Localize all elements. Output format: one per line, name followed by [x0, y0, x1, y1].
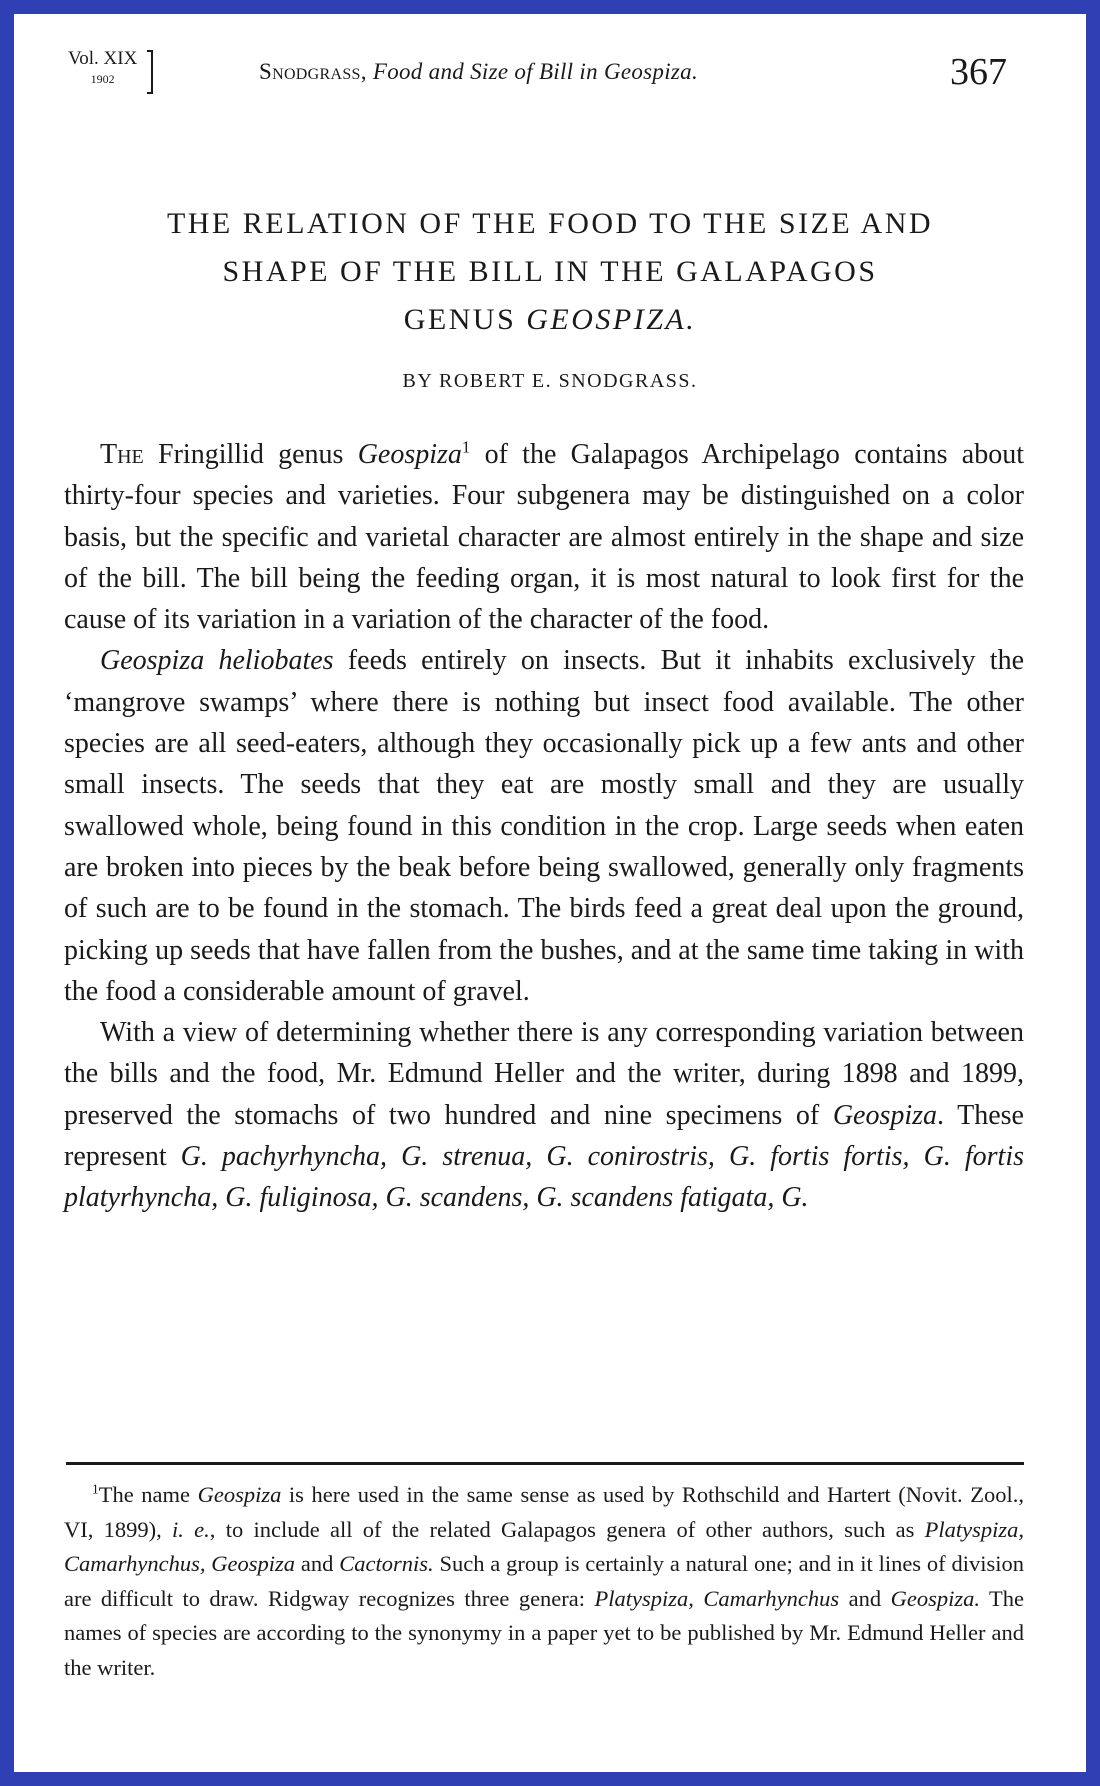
footnote-genera-list-2: Platyspiza, Camarhynchus	[594, 1585, 840, 1611]
title-line-3	[54, 296, 1046, 344]
paragraph-3-text-a: With a view of determining whether there is any corresponding variation between the bills and the food, Mr. Edmund Heller and the writer, during 1898 and 1899, preserved the stomachs of two hundred and nine specimens of	[64, 1017, 1024, 1131]
page-number: 367	[950, 51, 1007, 93]
paragraph-1-text-b: of the Galapagos Archipelago contains about thirty-four species and varieties. Four subgenera may be distinguished on a color basis, but the specific and varietal character are almost entirely in the shape and size of the bill. The bill being the feeding organ, it is most natural to look first for the cause of its variation in a variation of the character of the food.	[64, 439, 1024, 636]
title-line-3-prefix: GENUS	[403, 303, 527, 336]
title-line-1: THE RELATION OF THE FOOD TO THE SIZE AND	[166, 207, 934, 240]
volume-number: Vol. XIX	[68, 48, 138, 69]
paragraph-1-genus: Geospiza	[357, 439, 462, 470]
byline: BY ROBERT E. SNODGRASS.	[402, 370, 698, 392]
volume-year: 1902	[90, 72, 115, 86]
article-body	[64, 434, 1024, 1219]
footnote	[64, 1478, 1024, 1686]
running-author: Snodgrass,	[259, 59, 367, 84]
footnote-text-d: and	[295, 1551, 340, 1577]
paragraph-1-text-a: Fringillid genus	[143, 439, 358, 470]
paragraph-3-species: G. pachyrhyncha, G. strenua, G. conirostris, G. fortis fortis, G. fortis platyrhyncha, G. fuliginosa, G. scandens, G. scandens fatigata, G.	[64, 1141, 1024, 1214]
footnote-cactornis: Cactornis.	[339, 1551, 434, 1577]
footnote-text-a: The name	[98, 1482, 198, 1507]
volume-label	[68, 50, 153, 94]
paragraph-2-species: Geospiza heliobates	[100, 645, 334, 677]
footnote-text-g: The names of species are according to the synonymy in a paper yet to be published by Mr. Edmund Heller and the writer.	[64, 1585, 1024, 1680]
title-line-2: SHAPE OF THE BILL IN THE GALAPAGOS	[222, 255, 878, 288]
paragraph-1-dropcap: The	[100, 439, 144, 470]
footnote-text-b: is here used in the same sense as used by Rothschild and Hartert (Novit. Zool., VI, 1899),	[64, 1482, 1024, 1542]
footnote-marker: 1	[92, 1481, 99, 1497]
title-genus: GEOSPIZA.	[526, 303, 697, 336]
running-header	[259, 59, 698, 85]
paragraph-3	[64, 1012, 1024, 1218]
footnote-text-e: Such a group is certainly a natural one; and in it lines of division are difficult to draw. Ridgway recognizes three genera:	[64, 1551, 1024, 1611]
paragraph-2	[64, 640, 1024, 1012]
footnote-text	[64, 1478, 1024, 1686]
footnote-genera-list-1: Platyspiza, Camarhynchus, Geospiza	[64, 1516, 1024, 1577]
paragraph-3-genus: Geospiza	[832, 1099, 938, 1131]
footnote-genus-2: Geospiza.	[890, 1585, 980, 1611]
paragraph-1	[64, 434, 1024, 640]
running-title: Food and Size of Bill in Geospiza.	[372, 59, 699, 84]
journal-page	[14, 14, 1086, 1772]
footnote-ie: i. e.	[172, 1516, 210, 1542]
article-title	[54, 200, 1046, 344]
paragraph-2-text: feeds entirely on insects. But it inhabits exclusively the ‘mangrove swamps’ where there is nothing but insect food available. The other species are all seed-eaters, although they occasionally pick up a few ants and other small insects. The seeds that they eat are mostly small and they are usually swallowed whole, being found in this condition in the crop. Large seeds when eaten are broken into pieces by the beak before being swallowed, generally only fragments of such are to be found in the stomach. The birds feed a great deal upon the ground, picking up seeds that have fallen from the bushes, and at the same time taking in with the food a considerable amount of gravel.	[64, 645, 1024, 1007]
paragraph-3-text-b: . These represent	[64, 1099, 1024, 1173]
footnote-genus-1: Geospiza	[197, 1482, 282, 1507]
footnote-ref: 1	[461, 437, 471, 457]
footnote-text-c: , to include all of the related Galapagos genera of other authors, such as	[209, 1516, 925, 1542]
footnote-text-f: and	[839, 1585, 891, 1611]
footnote-divider	[66, 1462, 1024, 1465]
